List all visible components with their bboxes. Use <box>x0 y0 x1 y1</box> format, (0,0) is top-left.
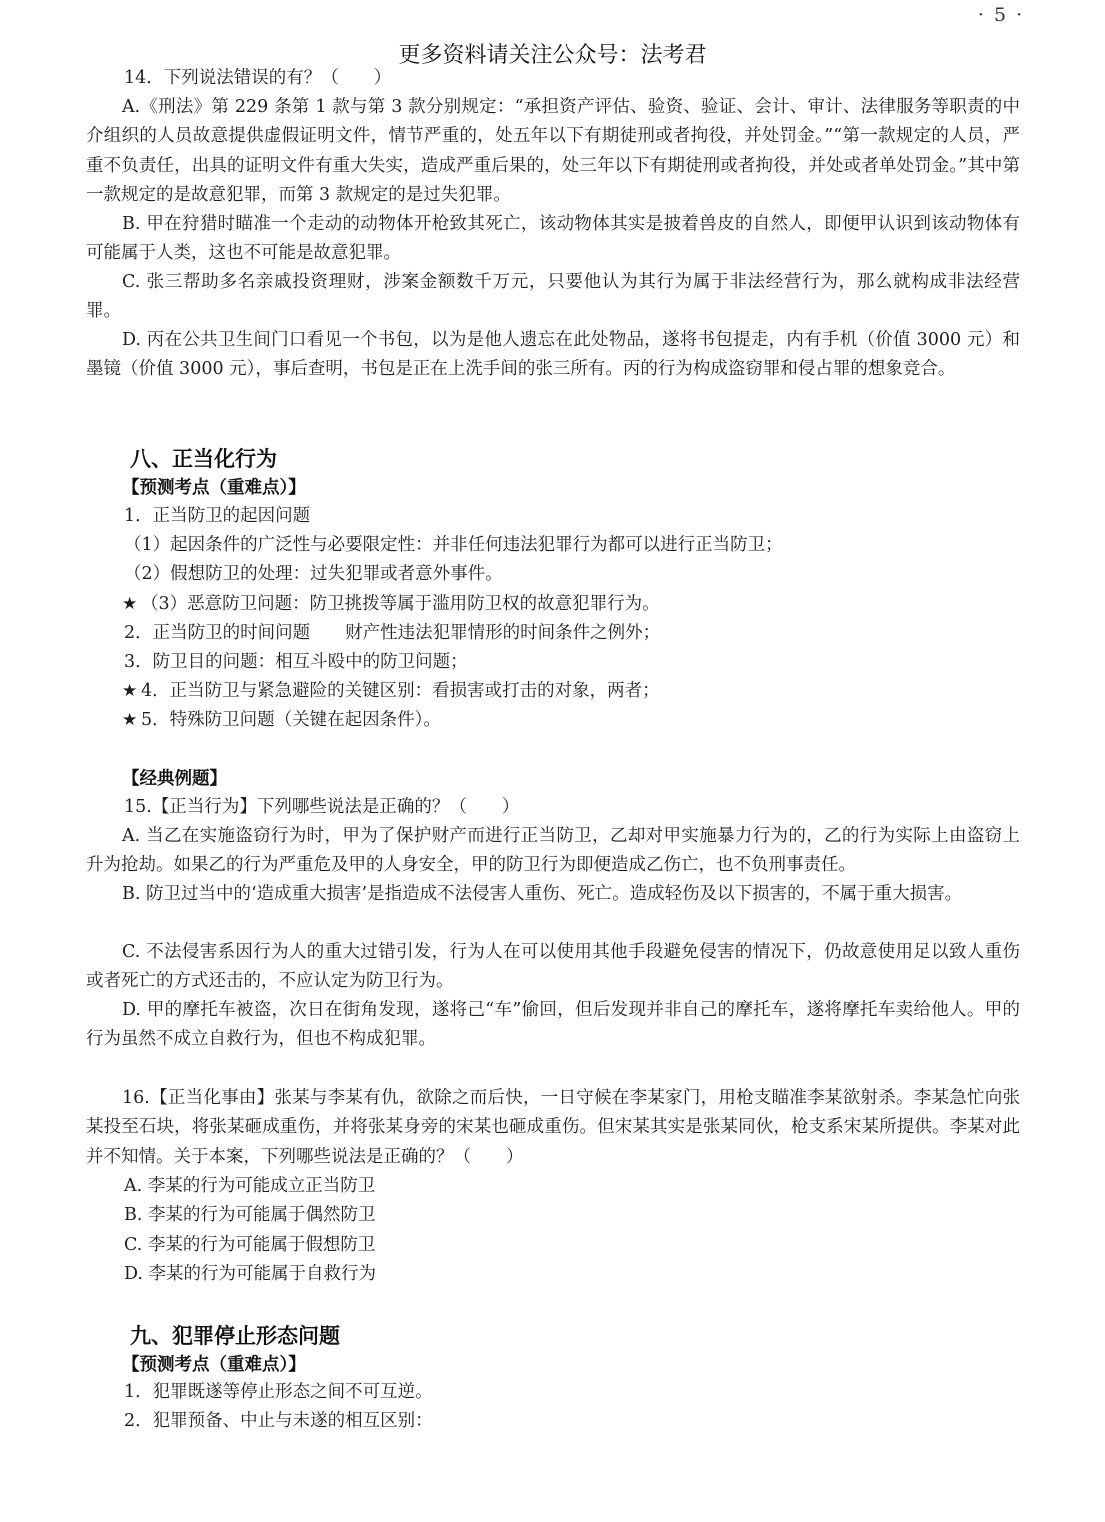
section-8-point: 2．正当防卫的时间问题 财产性违法犯罪情形的时间条件之例外； <box>124 623 661 643</box>
q15-stem: 15.【正当行为】下列哪些说法是正确的？（ ） <box>124 797 520 817</box>
q15-option-c: C. 不法侵害系因行为人的重大过错引发，行为人在可以使用其他手段避免侵害的情况下，仍故意使用足以致人重伤或者死亡的方式还击的，不应认定为防卫行为。 <box>86 942 1020 992</box>
section-9-point: 1．犯罪既遂等停止形态之间不可互逆。 <box>124 1382 433 1402</box>
section-8-point: （2）假想防卫的处理：过失犯罪或者意外事件。 <box>124 564 503 584</box>
section-8-points-label: 【预测考点（重难点）】 <box>122 478 306 498</box>
section-8-title: 八、正当化行为 <box>130 447 277 471</box>
section-9-point: 2．犯罪预备、中止与未遂的相互区别： <box>124 1411 433 1431</box>
section-8-point: 3．防卫目的问题：相互斗殴中的防卫问题； <box>124 652 468 672</box>
q14-option-a: A.《刑法》第 229 条第 1 款与第 3 款分别规定：“承担资产评估、验资、验证、会计、审计、法律服务等职责的中介组织的人员故意提供虚假证明文件，情节严重的，处五年以下有期徒刑或者拘役，并处罚金。”“第一款规定的人员，严重不负责任，出具的证明文件有重大失实，造成严重后果的，处三年以下有期徒刑或者拘役，并处或者单处罚金。”其中第一款规定的是故意犯罪，而第 3 款规定的是过失犯罪。 <box>86 97 1020 205</box>
section-8-point: 4．正当防卫与紧急避险的关键区别：看损害或打击的对象，两者； <box>141 681 660 701</box>
page-number: · 5 · <box>977 4 1025 26</box>
section-8-point: （3）恶意防卫问题：防卫挑拨等属于滥用防卫权的故意犯罪行为。 <box>141 594 660 614</box>
star-icon: ★ <box>122 681 138 701</box>
section-9-points-label: 【预测考点（重难点）】 <box>122 1355 306 1375</box>
q15-option-d: D. 甲的摩托车被盗，次日在街角发现，遂将己“车”偷回，但后发现并非自己的摩托车，遂将摩托车卖给他人。甲的行为虽然不成立自救行为，但也不构成犯罪。 <box>86 1000 1020 1050</box>
q16-option: B. 李某的行为可能属于偶然防卫 <box>124 1205 376 1225</box>
q14-option-b: B. 甲在狩猎时瞄准一个走动的动物体开枪致其死亡，该动物体其实是披着兽皮的自然人，即便甲认识到该动物体有可能属于人类，这也不可能是故意犯罪。 <box>86 214 1020 264</box>
q15-option-b: B. 防卫过当中的‘造成重大损害’是指造成不法侵害人重伤、死亡。造成轻伤及以下损害的，不属于重大损害。 <box>122 884 963 904</box>
star-icon: ★ <box>122 594 138 614</box>
section-8-point: 1．正当防卫的起因问题 <box>124 506 311 526</box>
examples-label: 【经典例题】 <box>122 769 227 789</box>
page-header: 更多资料请关注公众号：法考君 <box>398 43 707 68</box>
q16-option: D. 李某的行为可能属于自救行为 <box>124 1264 377 1284</box>
star-icon: ★ <box>122 710 138 730</box>
q14-option-c: C. 张三帮助多名亲戚投资理财，涉案金额数千万元，只要他认为其行为属于非法经营行为，那么就构成非法经营罪。 <box>86 272 1020 322</box>
section-9-title: 九、犯罪停止形态问题 <box>130 1324 340 1348</box>
q14-option-d: D. 丙在公共卫生间门口看见一个书包，以为是他人遗忘在此处物品，遂将书包提走，内有手机（价值 3000 元）和墨镜（价值 3000 元），事后查明，书包是正在上洗手间的张三所有。丙的行为构成盗窃罪和侵占罪的想象竞合。 <box>86 330 1020 380</box>
q14-stem: 14．下列说法错误的有？（ ） <box>124 68 392 88</box>
section-8-point: （1）起因条件的广泛性与必要限定性：并非任何违法犯罪行为都可以进行正当防卫； <box>124 535 783 555</box>
section-8-point: 5．特殊防卫问题（关键在起因条件）。 <box>141 710 441 730</box>
q16-option: A. 李某的行为可能成立正当防卫 <box>124 1176 376 1196</box>
q16-option: C. 李某的行为可能属于假想防卫 <box>124 1235 376 1255</box>
q16-stem: 16.【正当化事由】张某与李某有仇，欲除之而后快，一日守候在李某家门，用枪支瞄准李某欲射杀。李某急忙向张某投至石块，将张某砸成重伤，并将张某身旁的宋某也砸成重伤。但宋某其实是张某同伙，枪支系宋某所提供。李某对此并不知情。关于本案，下列哪些说法是正确的？（ ） <box>86 1088 1020 1167</box>
q15-option-a: A. 当乙在实施盗窃行为时，甲为了保护财产而进行正当防卫，乙却对甲实施暴力行为的，乙的行为实际上由盗窃上升为抢劫。如果乙的行为严重危及甲的人身安全，甲的防卫行为即便造成乙伤亡，也不负刑事责任。 <box>86 826 1020 876</box>
